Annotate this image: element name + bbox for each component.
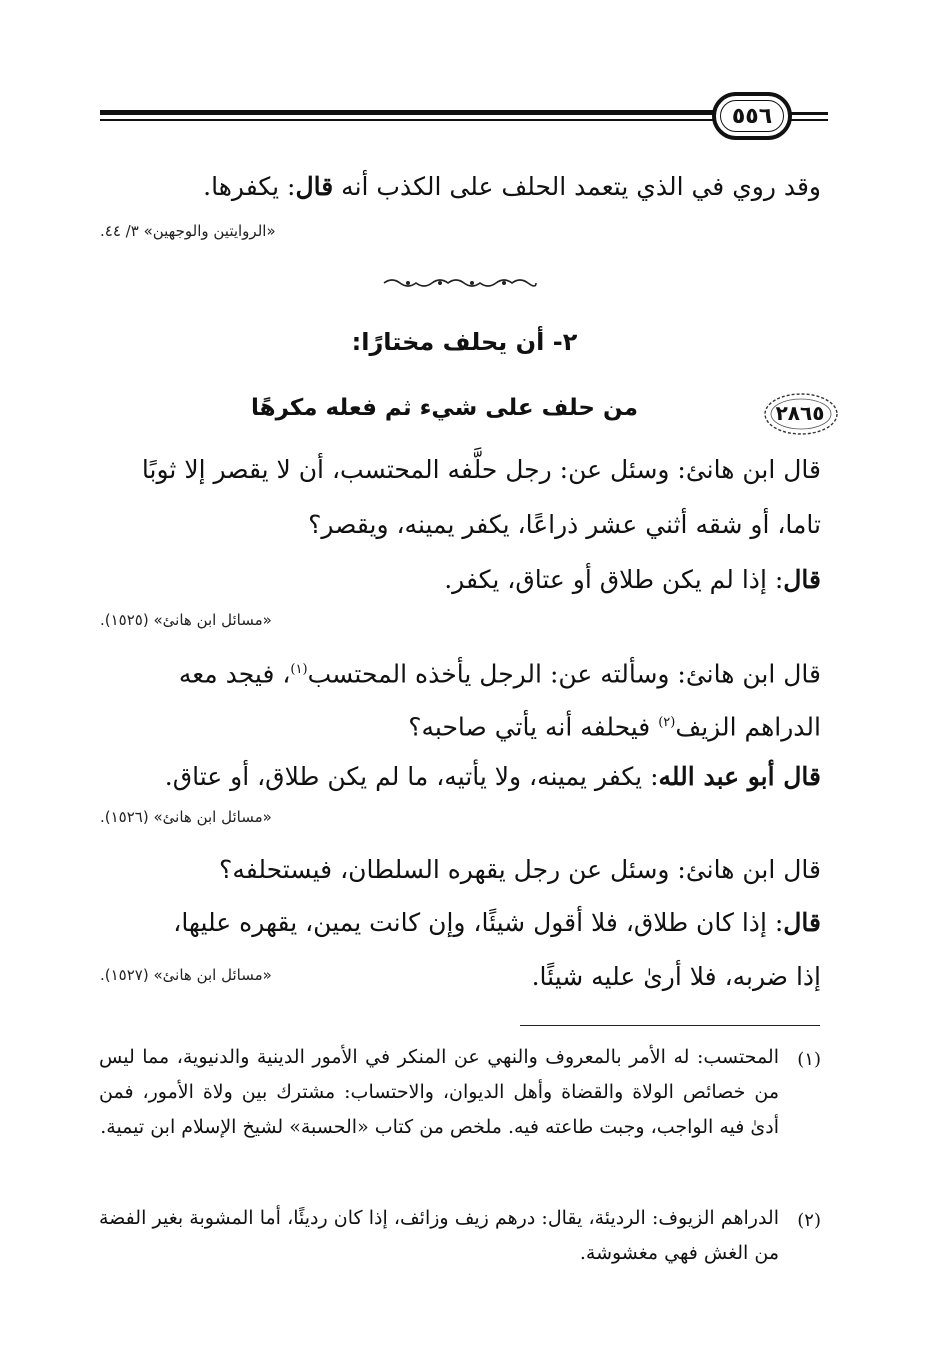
block1-source: «مسائل ابن هانئ» (١٥٢٥). <box>100 611 272 629</box>
block2-line1-a: قال ابن هانئ: وسألته عن: الرجل يأخذه المحتسب <box>307 659 821 689</box>
block1-answer-text: : إذا لم يكن طلاق أو عتاق، يكفر. <box>444 565 784 594</box>
footnote-1-text: المحتسب: له الأمر بالمعروف والنهي عن المنكر في الأمور الدينية والدنيوية، مما ليس من خصائص الولاة والقضاة وأهل الديوان، والاحتساب: مشترك بين ولاة الأمور، فمن أدىٰ فيه الواجب، وجبت طاعته فيه. ملخص من كتاب «الحسبة» لشيخ الإسلام ابن تيمية. <box>99 1046 779 1138</box>
item-number-text: ٢٨٦٥ <box>775 401 825 425</box>
header-rule-thin <box>100 119 714 121</box>
block2-line2-b: فيحلفه أنه يأتي صاحبه؟ <box>408 712 659 742</box>
block2-answer-text: : يكفر يمينه، ولا يأتيه، ما لم يكن طلاق، أو عتاق. <box>164 762 659 791</box>
block3-answer-text: : إذا كان طلاق، فلا أقول شيئًا، وإن كانت يمين، يقهره عليها، <box>173 908 784 937</box>
footnote-separator <box>520 1025 820 1026</box>
header-rule-thick <box>100 110 714 115</box>
block2-line2-a: الدراهم الزيف <box>675 712 821 742</box>
intro-answer: : يكفرها. <box>203 172 296 201</box>
intro-qal-label: قال <box>295 172 334 201</box>
block2-line1-b: ، فيجد معه <box>178 659 291 689</box>
block3-answer-label: قال <box>783 908 821 937</box>
footnote-ref-1[interactable]: (١) <box>290 662 308 677</box>
block2-line1 <box>179 655 821 689</box>
footnote-1-number: (١) <box>797 1049 821 1070</box>
block2-answer-label: قال أبو عبد الله <box>658 762 821 791</box>
block1-line2: تاما، أو شقه أثني عشر ذراعًا، يكفر يمينه، ويقصر؟ <box>308 510 821 539</box>
block1-answer-label: قال <box>783 565 821 594</box>
intro-source: «الروايتين والوجهين» ٣/ ٤٤. <box>100 222 276 240</box>
intro-text: وقد روي في الذي يتعمد الحلف على الكذب أنه <box>333 172 821 201</box>
footnote-ref-2[interactable]: (٢) <box>658 715 676 730</box>
header-rule-stub <box>790 112 828 115</box>
header-rule-stub-thin <box>790 119 828 121</box>
footnote-2-text: الدراهم الزيوف: الرديئة، يقال: درهم زيف وزائف، إذا كان رديئًا، أما المشوبة بغير الفضة من الغش فهي مغشوشة. <box>99 1207 779 1264</box>
block2-line2 <box>408 708 821 742</box>
block2-source: «مسائل ابن هانئ» (١٥٢٦). <box>100 808 272 826</box>
page-number <box>712 92 792 140</box>
ornament-divider <box>380 276 540 290</box>
item-title: من حلف على شيء ثم فعله مكرهًا <box>251 395 638 421</box>
block1-line1: قال ابن هانئ: وسئل عن: رجل حلَّفه المحتسب، أن لا يقصر إلا ثوبًا <box>141 455 821 484</box>
block2-answer <box>165 762 821 792</box>
block3-source: «مسائل ابن هانئ» (١٥٢٧). <box>100 966 272 984</box>
section-title: ٢- أن يحلف مختارًا: <box>351 328 578 356</box>
item-number <box>762 393 838 433</box>
block3-answer <box>173 908 821 938</box>
block3-line3: إذا ضربه، فلا أرىٰ عليه شيئًا. <box>531 962 821 991</box>
block3-line1: قال ابن هانئ: وسئل عن رجل يقهره السلطان، فيستحلفه؟ <box>219 855 821 884</box>
footnote-2-number: (٢) <box>797 1210 821 1231</box>
page-number-text: ٥٥٦ <box>731 103 773 129</box>
intro-paragraph <box>203 172 821 202</box>
block1-answer <box>444 565 821 595</box>
